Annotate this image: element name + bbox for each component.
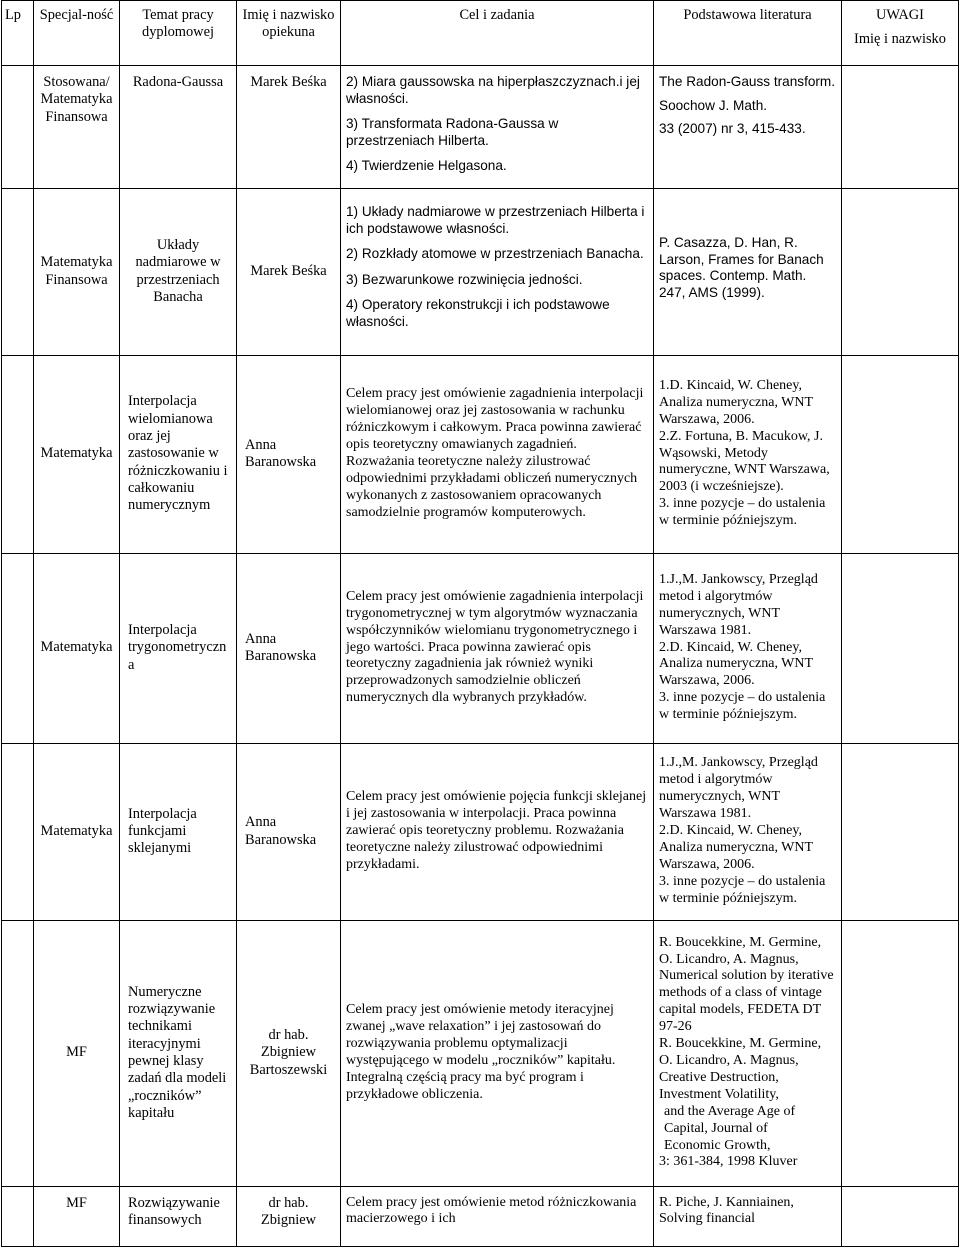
literature-item: 2.D. Kincaid, W. Cheney, Analiza numeryczna, WNT Warszawa, 2006. — [659, 823, 813, 872]
literature-cell — [654, 355, 842, 553]
remarks-cell — [842, 553, 959, 743]
topic-cell: Radona-Gaussa — [120, 66, 237, 189]
specialty-cell: MF — [34, 920, 120, 1186]
table-row — [2, 920, 959, 1186]
literature-item: P. Casazza, D. Han, R. Larson, Frames for Banach spaces. Contemp. Math. 247, AMS (1999). — [659, 235, 824, 300]
header-row — [2, 1, 959, 66]
goals-cell: Celem pracy jest omówienie metod różniczkowania macierzowego i ich — [341, 1186, 654, 1246]
literature-cell — [654, 188, 842, 355]
literature-item: Capital, Journal of — [664, 1120, 768, 1136]
supervisor-cell: dr hab. Zbigniew Bartoszewski — [237, 920, 341, 1186]
goal-item: 4) Twierdzenie Helgasona. — [346, 158, 507, 173]
supervisor-cell: dr hab. Zbigniew — [237, 1186, 341, 1246]
remarks-cell — [842, 920, 959, 1186]
specialty-cell: Stosowana/ Matematyka Finansowa — [34, 66, 120, 189]
table-row — [2, 66, 959, 189]
literature-item: 1.J.,M. Jankowscy, Przegląd metod i algorytmów numerycznych, WNT Warszawa 1981. — [659, 571, 818, 638]
table-row — [2, 553, 959, 743]
literature-item: R. Piche, J. Kanniainen, Solving financial — [659, 1194, 794, 1227]
table-row — [2, 743, 959, 920]
literature-item: R. Boucekkine, M. Germine, O. Licandro, A. Magnus, Numerical solution by iterative methods of a class of vintage capital models, FEDETA DT 97-26 — [659, 934, 834, 1035]
goal-item: 2) Miara gaussowska na hiperpłaszczyznach.i jej własności. — [346, 74, 640, 106]
remarks-cell — [842, 66, 959, 189]
specialty-cell: MF — [34, 1186, 120, 1246]
lp-cell — [2, 355, 34, 553]
goal-item: 1) Układy nadmiarowe w przestrzeniach Hilberta i ich podstawowe własności. — [346, 204, 645, 236]
literature-item: Creative Destruction, Investment Volatility, — [659, 1069, 779, 1102]
goals-cell — [341, 66, 654, 189]
literature-item: 1.J.,M. Jankowscy, Przegląd metod i algorytmów numerycznych, WNT Warszawa 1981. — [659, 755, 818, 822]
thesis-topics-table — [1, 0, 959, 1247]
goal-item: 3) Bezwarunkowe rozwinięcia jedności. — [346, 271, 583, 287]
topic-cell: Interpolacja wielomianowa oraz jej zastosowanie w różniczkowaniu i całkowaniu numerycznym — [120, 355, 237, 553]
goals-cell: Celem pracy jest omówienie zagadnienia interpolacji wielomianowej oraz jej zastosowania w rachunku różniczkowym i całkowym. Praca powinna zawierać opis teoretyczny omawianych zagadnień. Rozważania teoretyczne należy zilustrować odpowiednimi przykładami obliczeń numerycznych wykonanych z zastosowaniem opracowanych samodzielnie programów komputerowych. — [341, 355, 654, 553]
goals-cell: Celem pracy jest omówienie pojęcia funkcji sklejanej i jej zastosowania w interpolacji. Praca powinna zawierać opis teoretyczny problemu. Rozważania teoretyczne należy zilustrować odpowiednimi przykładami. — [341, 743, 654, 920]
topic-cell: Interpolacja trygonometryczn a — [120, 553, 237, 743]
topic-cell: Układy nadmiarowe w przestrzeniach Banacha — [120, 188, 237, 355]
header-remarks-subtitle: Imię i nazwisko — [854, 31, 946, 48]
header-supervisor: Imię i nazwisko opiekuna — [237, 1, 341, 66]
goal-item: 4) Operatory rekonstrukcji i ich podstawowe własności. — [346, 297, 610, 329]
topic-cell: Rozwiązywanie finansowych — [120, 1186, 237, 1246]
goal-item: 2) Rozkłady atomowe w przestrzeniach Banacha. — [346, 246, 644, 261]
literature-item: 2.Z. Fortuna, B. Macukow, J. Wąsowski, Metody numeryczne, WNT Warszawa, 2003 (i wcześniejsze). — [659, 428, 830, 495]
supervisor-cell: Anna Baranowska — [237, 553, 341, 743]
remarks-cell — [842, 355, 959, 553]
literature-item: 2.D. Kincaid, W. Cheney, Analiza numeryczna, WNT Warszawa, 2006. — [659, 639, 813, 689]
lp-cell — [2, 1186, 34, 1246]
literature-cell — [654, 66, 842, 189]
goals-cell — [341, 188, 654, 355]
literature-item: and the Average Age of — [664, 1103, 796, 1119]
header-remarks-title: UWAGI — [876, 7, 924, 23]
literature-item: The Radon-Gauss transform. — [659, 74, 836, 89]
literature-item: 3. inne pozycje – do ustalenia w terminie późniejszym. — [659, 496, 826, 529]
literature-item: 3. inne pozycje – do ustalenia w terminie późniejszym. — [659, 690, 826, 723]
literature-item: 33 (2007) nr 3, 415-433. — [659, 121, 806, 136]
supervisor-cell: Anna Baranowska — [237, 355, 341, 553]
lp-cell — [2, 553, 34, 743]
lp-cell — [2, 188, 34, 355]
specialty-cell: Matematyka Finansowa — [34, 188, 120, 355]
remarks-cell — [842, 743, 959, 920]
supervisor-cell: Anna Baranowska — [237, 743, 341, 920]
specialty-cell: Matematyka — [34, 355, 120, 553]
supervisor-cell: Marek Beśka — [237, 66, 341, 189]
goals-cell: Celem pracy jest omówienie metody iteracyjnej zwanej „wave relaxation” i jej zastosowań do rozwiązywania problemu optymalizacji występującego w modelu „roczników” kapitału. Integralną częścią pracy ma być program i przykładowe obliczenia. — [341, 920, 654, 1186]
header-goals: Cel i zadania — [341, 1, 654, 66]
specialty-cell: Matematyka — [34, 553, 120, 743]
lp-cell — [2, 743, 34, 920]
literature-cell — [654, 920, 842, 1186]
header-lp: Lp — [2, 1, 34, 66]
header-remarks — [842, 1, 959, 66]
table-row — [2, 188, 959, 355]
table-row — [2, 355, 959, 553]
table-row — [2, 1186, 959, 1246]
goal-item: 3) Transformata Radona-Gaussa w przestrzeniach Hilberta. — [346, 116, 559, 148]
literature-item: Soochow J. Math. — [659, 97, 768, 113]
header-specialty: Specjal-ność — [34, 1, 120, 66]
lp-cell — [2, 920, 34, 1186]
specialty-cell: Matematyka — [34, 743, 120, 920]
topic-cell: Numeryczne rozwiązywanie technikami iteracyjnymi pewnej klasy zadań dla modeli „roczników” kapitału — [120, 920, 237, 1186]
lp-cell — [2, 66, 34, 189]
literature-cell — [654, 1186, 842, 1246]
header-literature: Podstawowa literatura — [654, 1, 842, 66]
topic-cell: Interpolacja funkcjami sklejanymi — [120, 743, 237, 920]
literature-item: Economic Growth, — [664, 1137, 771, 1153]
literature-cell — [654, 743, 842, 920]
remarks-cell — [842, 1186, 959, 1246]
literature-item: 3: 361-384, 1998 Kluver — [659, 1154, 798, 1170]
header-topic: Temat pracy dyplomowej — [120, 1, 237, 66]
supervisor-cell: Marek Beśka — [237, 188, 341, 355]
literature-item: 1.D. Kincaid, W. Cheney, Analiza numeryczna, WNT Warszawa, 2006. — [659, 377, 813, 427]
literature-item: 3. inne pozycje – do ustalenia w terminie późniejszym. — [659, 873, 826, 906]
literature-item: R. Boucekkine, M. Germine, O. Licandro, A. Magnus, — [659, 1036, 822, 1068]
goals-cell: Celem pracy jest omówienie zagadnienia interpolacji trygonometrycznej w tym algorytmów wyznaczania współczynników wielomianu trygonometrycznego i jego wartości. Praca powinna zawierać opis teoretyczny zagadnienia jak również wyniki przeprowadzonych samodzielnie obliczeń numerycznych dla wybranych przykładów. — [341, 553, 654, 743]
literature-cell — [654, 553, 842, 743]
remarks-cell — [842, 188, 959, 355]
